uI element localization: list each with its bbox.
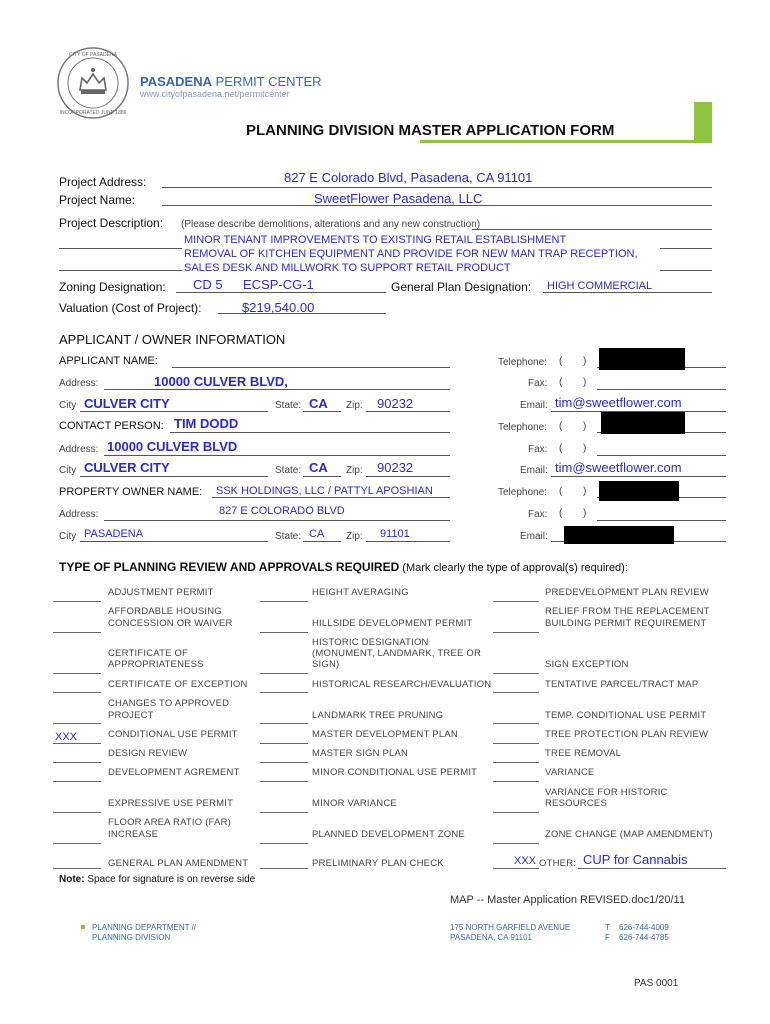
zoning-value2[interactable]: ECSP-CG-1 bbox=[243, 277, 314, 292]
contact-city-line bbox=[80, 476, 268, 477]
applicant-fax-label: Fax: bbox=[528, 378, 548, 389]
option-label: ZONE CHANGE (MAP AMENDMENT) bbox=[545, 829, 713, 840]
owner-tel-close: ) bbox=[583, 486, 587, 497]
option-label: DEVELOPMENT AGREMENT bbox=[108, 767, 240, 778]
owner-address-line bbox=[104, 520, 450, 521]
owner-name-value[interactable]: SSK HOLDINGS, LLC / PATTYL APOSHIAN bbox=[216, 485, 433, 497]
project-desc-hint: (Please describe demolitions, alterations and any new construction) bbox=[181, 219, 481, 230]
footer-address-2: PASADENA, CA 91101 bbox=[450, 933, 532, 942]
option-label: TREE REMOVAL bbox=[545, 748, 622, 759]
general-plan-value[interactable]: HIGH COMMERCIAL bbox=[547, 280, 653, 292]
general-plan-label: General Plan Designation: bbox=[391, 280, 532, 294]
option-label: TEMP. CONDITIONAL USE PERMIT bbox=[545, 710, 707, 721]
option-label: RELIEF FROM THE REPLACEMENT bbox=[545, 606, 710, 617]
title-bar-underline bbox=[420, 140, 712, 143]
applicant-city-value[interactable]: CULVER CITY bbox=[84, 396, 170, 411]
city-seal-icon bbox=[56, 46, 130, 120]
project-desc-line2[interactable]: REMOVAL OF KITCHEN EQUIPMENT AND PROVIDE FOR NEW MAN TRAP RECEPTION, bbox=[184, 248, 638, 260]
checkbox-line[interactable] bbox=[260, 673, 308, 674]
note-bold: Note: bbox=[59, 874, 85, 885]
option-label: RESOURCES bbox=[545, 798, 607, 809]
project-name-label: Project Name: bbox=[59, 193, 136, 207]
contact-city-value[interactable]: CULVER CITY bbox=[84, 460, 170, 475]
review-title-bold: TYPE OF PLANNING REVIEW AND APPROVALS REQUIRED bbox=[59, 560, 400, 574]
applicant-tel-label: Telephone: bbox=[498, 357, 547, 368]
applicant-city-line bbox=[80, 411, 268, 412]
footer-tel: 626-744-4009 bbox=[619, 923, 669, 932]
checkbox-line[interactable] bbox=[260, 868, 308, 869]
contact-person-label: CONTACT PERSON: bbox=[59, 420, 164, 432]
svg-text:INCORPORATED JUNE 1886: INCORPORATED JUNE 1886 bbox=[59, 110, 127, 116]
owner-address-value[interactable]: 827 E COLORADO BLVD bbox=[219, 505, 345, 517]
contact-email-value[interactable]: tim@sweetflower.com bbox=[555, 460, 682, 475]
form-title: PLANNING DIVISION MASTER APPLICATION FORM bbox=[246, 122, 615, 139]
desc-line-1b bbox=[660, 248, 712, 249]
option-label: PLANNED DEVELOPMENT ZONE bbox=[312, 829, 465, 840]
checkbox-line[interactable] bbox=[53, 868, 101, 869]
option-label: HISTORICAL RESEARCH/EVALUATION bbox=[312, 679, 492, 690]
applicant-state-label: State: bbox=[275, 400, 302, 411]
option-label: SIGN EXCEPTION bbox=[545, 659, 629, 670]
owner-fax-line bbox=[597, 520, 726, 521]
owner-name-line bbox=[212, 497, 450, 498]
owner-fax-label: Fax: bbox=[528, 509, 548, 520]
project-address-line bbox=[162, 187, 712, 188]
checkbox-line[interactable] bbox=[493, 601, 539, 602]
option-label: AFFORDABLE HOUSING bbox=[108, 606, 222, 617]
applicant-email-label: Email: bbox=[520, 400, 548, 411]
desc-line-2 bbox=[59, 270, 182, 271]
contact-tel-open: ( bbox=[559, 421, 563, 432]
footer-tel-prefix: T bbox=[605, 923, 610, 932]
zoning-value1[interactable]: CD 5 bbox=[193, 277, 223, 292]
brand-url[interactable]: www.cityofpasadena.net/permitcenter bbox=[140, 89, 290, 99]
owner-tel-label: Telephone: bbox=[498, 487, 547, 498]
checkbox-line[interactable] bbox=[493, 868, 539, 869]
svg-text:CITY OF PASADENA: CITY OF PASADENA bbox=[69, 52, 117, 58]
option-label: CERTIFICATE OF bbox=[108, 648, 189, 659]
applicant-address-value[interactable]: 10000 CULVER BLVD, bbox=[154, 374, 288, 389]
valuation-label: Valuation (Cost of Project): bbox=[59, 301, 202, 315]
desc-line-0 bbox=[472, 229, 712, 230]
other-line[interactable] bbox=[578, 868, 726, 869]
option-label: OTHER: bbox=[539, 858, 577, 869]
checkbox-line[interactable] bbox=[260, 812, 308, 813]
option-label: CONDITIONAL USE PERMIT bbox=[108, 729, 238, 740]
checkbox-line[interactable] bbox=[53, 843, 101, 844]
contact-email-line bbox=[551, 476, 726, 477]
applicant-zip-line bbox=[366, 411, 450, 412]
footer-fax: 626-744-4785 bbox=[619, 933, 669, 942]
project-desc-label: Project Description: bbox=[59, 216, 164, 230]
option-label: HEIGHT AVERAGING bbox=[312, 587, 409, 598]
option-label: INCREASE bbox=[108, 829, 159, 840]
option-label: PREDEVELOPMENT PLAN REVIEW bbox=[545, 587, 709, 598]
owner-name-label: PROPERTY OWNER NAME: bbox=[59, 486, 203, 498]
checkbox-line[interactable] bbox=[493, 812, 539, 813]
green-bullet-icon bbox=[81, 925, 85, 929]
option-label: CONCESSION OR WAIVER bbox=[108, 618, 233, 629]
checkbox-line[interactable] bbox=[53, 762, 101, 763]
general-plan-line bbox=[543, 292, 712, 293]
applicant-section-title: APPLICANT / OWNER INFORMATION bbox=[59, 332, 286, 347]
contact-fax-open: ( bbox=[559, 443, 563, 454]
checkbox-line[interactable] bbox=[260, 843, 308, 844]
redaction-box bbox=[599, 481, 679, 501]
contact-person-value[interactable]: TIM DODD bbox=[174, 416, 239, 431]
owner-fax-open: ( bbox=[559, 508, 563, 519]
option-label: PRELIMINARY PLAN CHECK bbox=[312, 858, 444, 869]
checkbox-line[interactable] bbox=[53, 692, 101, 693]
other-value[interactable]: CUP for Cannabis bbox=[583, 852, 688, 867]
option-label: HILLSIDE DEVELOPMENT PERMIT bbox=[312, 618, 473, 629]
contact-zip-label: Zip: bbox=[346, 465, 363, 476]
contact-fax-close: ) bbox=[583, 443, 587, 454]
contact-address-value[interactable]: 10000 CULVER BLVD bbox=[107, 439, 238, 454]
option-label: EXPRESSIVE USE PERMIT bbox=[108, 798, 234, 809]
option-label: VARIANCE FOR HISTORIC bbox=[545, 787, 668, 798]
owner-zip-value[interactable]: 91101 bbox=[380, 528, 410, 540]
owner-email-label: Email: bbox=[520, 531, 548, 542]
applicant-tel-open: ( bbox=[559, 356, 563, 367]
option-label: HISTORIC DESIGNATION bbox=[312, 637, 429, 648]
contact-fax-label: Fax: bbox=[528, 444, 548, 455]
option-label: ADJUSTMENT PERMIT bbox=[108, 587, 214, 598]
brand-strong: PASADENA bbox=[140, 74, 212, 89]
desc-line-2b bbox=[660, 270, 712, 271]
contact-zip-value[interactable]: 90232 bbox=[377, 460, 414, 475]
option-label: VARIANCE bbox=[545, 767, 595, 778]
checkbox-line[interactable] bbox=[53, 812, 101, 813]
contact-fax-line bbox=[597, 455, 726, 456]
contact-tel-label: Telephone: bbox=[498, 422, 547, 433]
checkbox-line[interactable] bbox=[53, 743, 101, 744]
owner-city-label: City bbox=[59, 531, 77, 542]
option-label: MINOR VARIANCE bbox=[312, 798, 397, 809]
owner-state-line bbox=[303, 541, 341, 542]
checkbox-line[interactable] bbox=[260, 743, 308, 744]
option-label: MASTER SIGN PLAN bbox=[312, 748, 409, 759]
checkbox-line[interactable] bbox=[493, 632, 539, 633]
contact-city-label: City bbox=[59, 465, 77, 476]
project-desc-line3[interactable]: SALES DESK AND MILLWORK TO SUPPORT RETAIL PRODUCT bbox=[184, 262, 511, 274]
redaction-box bbox=[601, 412, 685, 434]
project-name-value[interactable]: SweetFlower Pasadena, LLC bbox=[314, 191, 483, 206]
checkbox-line[interactable] bbox=[53, 723, 101, 724]
owner-state-label: State: bbox=[275, 531, 302, 542]
contact-address-label: Address: bbox=[59, 444, 99, 455]
redaction-box bbox=[599, 348, 685, 370]
checkbox-line[interactable] bbox=[493, 762, 539, 763]
checkbox-line[interactable] bbox=[260, 601, 308, 602]
applicant-zip-value[interactable]: 90232 bbox=[377, 396, 414, 411]
checkbox-line[interactable] bbox=[493, 781, 539, 782]
applicant-name-line bbox=[172, 367, 450, 368]
option-label: APPROPRIATENESS bbox=[108, 659, 204, 670]
owner-fax-close: ) bbox=[583, 508, 587, 519]
page-code: PAS 0001 bbox=[634, 978, 679, 989]
brand-name bbox=[140, 74, 322, 89]
option-label: CHANGES TO APPROVED bbox=[108, 698, 230, 709]
contact-zip-line bbox=[366, 476, 450, 477]
applicant-zip-label: Zip: bbox=[346, 400, 363, 411]
option-label: GENERAL PLAN AMENDMENT bbox=[108, 858, 249, 869]
other-mark[interactable]: XXX bbox=[514, 855, 537, 867]
checkbox-line[interactable] bbox=[493, 692, 539, 693]
contact-address-line bbox=[104, 455, 450, 456]
checkbox-line[interactable] bbox=[260, 723, 308, 724]
note bbox=[59, 874, 255, 885]
project-address-value[interactable]: 827 E Colorado Blvd, Pasadena, CA 91101 bbox=[284, 170, 533, 185]
footer-fax-prefix: F bbox=[605, 933, 610, 942]
cup-mark[interactable]: XXX bbox=[55, 731, 78, 743]
applicant-city-label: City bbox=[59, 400, 77, 411]
applicant-fax-open: ( bbox=[559, 377, 563, 388]
applicant-address-line bbox=[104, 389, 450, 390]
contact-email-label: Email: bbox=[520, 465, 548, 476]
applicant-email-value[interactable]: tim@sweetflower.com bbox=[555, 395, 682, 410]
checkbox-line[interactable] bbox=[53, 601, 101, 602]
checkbox-line[interactable] bbox=[53, 673, 101, 674]
checkbox-line[interactable] bbox=[260, 692, 308, 693]
owner-city-line bbox=[80, 541, 268, 542]
title-bar-accent bbox=[694, 102, 712, 142]
owner-zip-line bbox=[366, 541, 450, 542]
checkbox-line[interactable] bbox=[493, 843, 539, 844]
owner-zip-label: Zip: bbox=[346, 531, 363, 542]
zoning-label: Zoning Designation: bbox=[59, 280, 166, 294]
owner-city-value[interactable]: PASADENA bbox=[84, 528, 144, 540]
option-label: DESIGN REVIEW bbox=[108, 748, 188, 759]
option-label: MASTER DEVELOPMENT PLAN bbox=[312, 729, 458, 740]
contact-person-line bbox=[170, 432, 450, 433]
project-desc-line1[interactable]: MINOR TENANT IMPROVEMENTS TO EXISTING RETAIL ESTABLISHMENT bbox=[184, 234, 567, 246]
doc-reference: MAP -- Master Application REVISED.doc1/20/11 bbox=[450, 894, 685, 906]
option-label: TREE PROTECTION PLAN REVIEW bbox=[545, 729, 709, 740]
checkbox-line[interactable] bbox=[493, 743, 539, 744]
option-label: LANDMARK TREE PRUNING bbox=[312, 710, 444, 721]
redaction-box bbox=[564, 526, 674, 544]
footer-dept-1: PLANNING DEPARTMENT // bbox=[92, 923, 197, 932]
option-label: CERTIFICATE OF EXCEPTION bbox=[108, 679, 248, 690]
owner-address-label: Address: bbox=[59, 509, 99, 520]
option-label: MINOR CONDITIONAL USE PERMIT bbox=[312, 767, 478, 778]
checkbox-line[interactable] bbox=[53, 781, 101, 782]
applicant-fax-line bbox=[597, 389, 726, 390]
option-label: (MONUMENT, LANDMARK, TREE OR bbox=[312, 648, 482, 659]
contact-state-line bbox=[303, 476, 341, 477]
contact-tel-close: ) bbox=[583, 421, 587, 432]
option-label: TENTATIVE PARCEL/TRACT MAP bbox=[545, 679, 699, 690]
checkbox-line[interactable] bbox=[493, 723, 539, 724]
option-label: FLOOR AREA RATIO (FAR) bbox=[108, 817, 231, 828]
applicant-address-label: Address: bbox=[59, 378, 99, 389]
checkbox-line[interactable] bbox=[53, 632, 101, 633]
owner-state-value[interactable]: CA bbox=[309, 528, 325, 540]
note-rest: Space for signature is on reverse side bbox=[84, 874, 256, 885]
applicant-tel-close: ) bbox=[583, 356, 587, 367]
checkbox-line[interactable] bbox=[260, 781, 308, 782]
brand-rest: PERMIT CENTER bbox=[212, 74, 322, 89]
review-section-title bbox=[59, 560, 628, 574]
option-label: PROJECT bbox=[108, 710, 154, 721]
footer-dept-2: PLANNING DIVISION bbox=[92, 933, 171, 942]
contact-state-value[interactable]: CA bbox=[309, 460, 328, 475]
footer-address-1: 175 NORTH GARFIELD AVENUE bbox=[450, 923, 571, 932]
checkbox-line[interactable] bbox=[260, 762, 308, 763]
checkbox-line[interactable] bbox=[493, 673, 539, 674]
option-label: BUILDING PERMIT REQUIREMENT bbox=[545, 618, 707, 629]
desc-line-1 bbox=[59, 248, 182, 249]
project-address-label: Project Address: bbox=[59, 175, 147, 189]
applicant-fax-close: ) bbox=[583, 377, 587, 388]
contact-state-label: State: bbox=[275, 465, 302, 476]
applicant-state-value[interactable]: CA bbox=[309, 396, 328, 411]
owner-tel-open: ( bbox=[559, 486, 563, 497]
valuation-value[interactable]: $219,540.00 bbox=[242, 300, 315, 315]
review-title-rest: (Mark clearly the type of approval(s) required): bbox=[399, 562, 628, 574]
option-label: SIGN) bbox=[312, 659, 340, 670]
checkbox-line[interactable] bbox=[260, 632, 308, 633]
applicant-name-label: APPLICANT NAME: bbox=[59, 355, 158, 367]
zoning-line bbox=[176, 292, 386, 293]
applicant-state-line bbox=[303, 411, 341, 412]
